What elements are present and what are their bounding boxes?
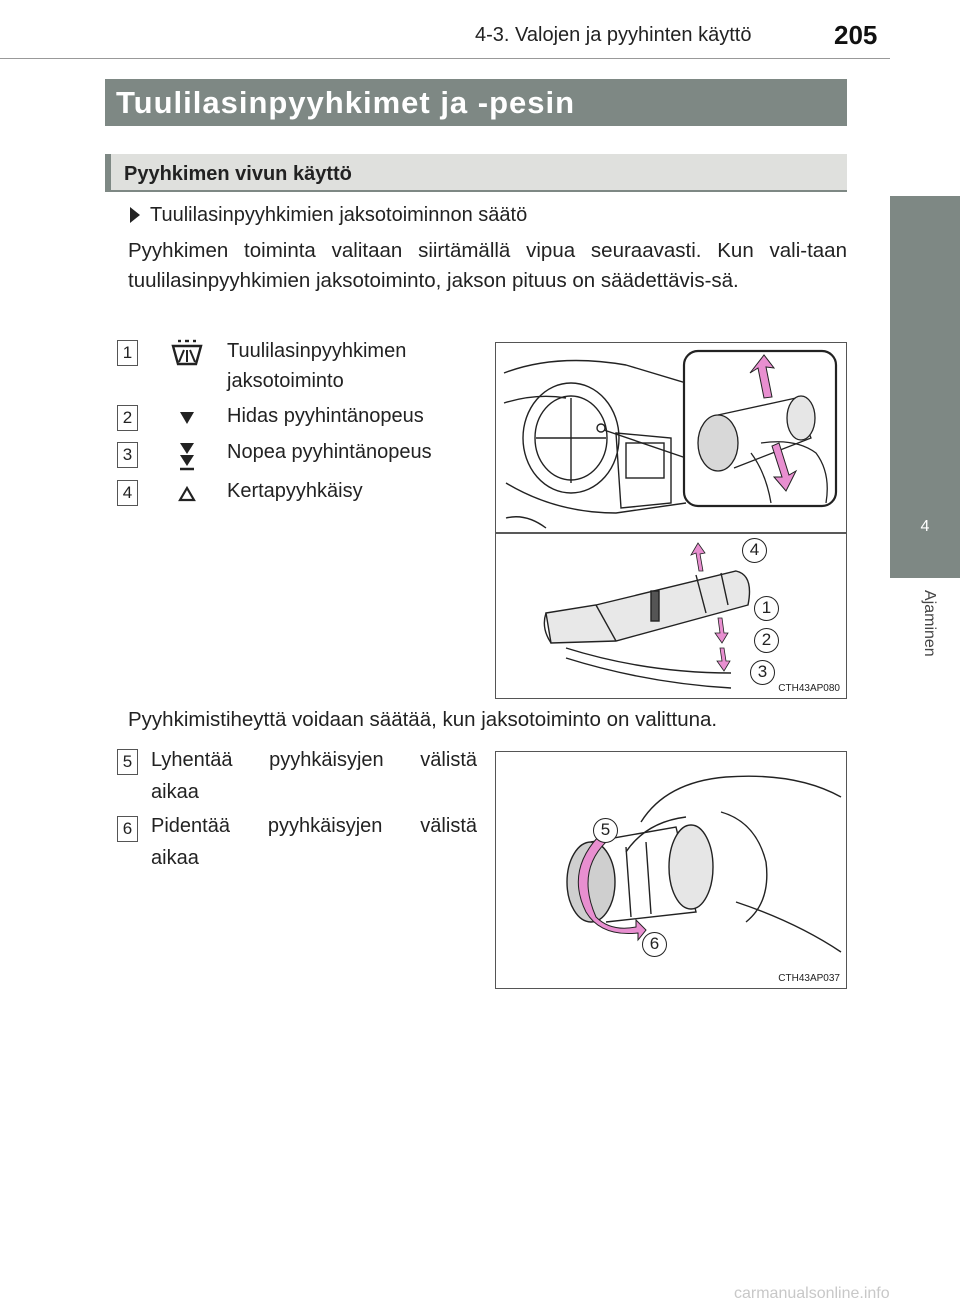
callout-label: 5	[593, 818, 618, 843]
intro-paragraph: Pyyhkimen toiminta valitaan siirtämällä vipua seuraavasti. Kun vali-taan tuulilasinpyyhkimien jaksotoiminto, jakson pituus on säädettävis-sä.	[128, 239, 847, 292]
mode-number: 4	[117, 480, 138, 506]
wiper-lever-illustration	[496, 343, 847, 699]
adjust-description: Pidentää pyyhkäisyjen välistä aikaa	[151, 815, 477, 869]
mode-number: 3	[117, 442, 138, 468]
wiper-dial-figure	[495, 751, 847, 989]
triangle-bullet-icon	[130, 207, 140, 223]
watermark: carmanualsonline.info	[734, 1285, 890, 1302]
bullet-heading	[130, 204, 527, 227]
high-speed-icon	[170, 440, 204, 472]
figure-code: CTH43AP080	[778, 683, 840, 694]
bullet-text: Tuulilasinpyyhkimien jaksotoiminnon säätö	[150, 204, 528, 226]
intermittent-wiper-icon	[170, 338, 204, 370]
section-title: Pyyhkimen vivun käyttö	[124, 163, 352, 185]
callout-label: 2	[754, 628, 779, 653]
adjust-number: 6	[117, 816, 138, 842]
single-wipe-icon	[170, 478, 204, 510]
callout-label: 6	[642, 932, 667, 957]
adjust-description: Lyhentää pyyhkäisyjen välistä aikaa	[151, 749, 477, 803]
mode-label: Tuulilasinpyyhkimen jaksotoiminto	[227, 340, 407, 392]
chapter-number: 4	[920, 518, 930, 535]
figure-code: CTH43AP037	[778, 973, 840, 984]
page-number: 205	[834, 20, 878, 50]
low-speed-icon	[170, 404, 204, 436]
callout-label: 3	[750, 660, 775, 685]
callout-label: 1	[754, 596, 779, 621]
frequency-paragraph: Pyyhkimistiheyttä voidaan säätää, kun jaksotoiminto on valittuna.	[128, 708, 718, 731]
adjust-number: 5	[117, 749, 138, 775]
mode-label: Nopea pyyhintänopeus	[227, 441, 432, 463]
mode-number: 2	[117, 405, 138, 431]
chapter-label: Ajaminen	[921, 590, 938, 657]
callout-label: 4	[742, 538, 767, 563]
wiper-dial-illustration	[496, 752, 847, 989]
header-divider	[0, 58, 890, 59]
wiper-lever-figure	[495, 342, 847, 699]
mode-number: 1	[117, 340, 138, 366]
mode-label: Kertapyyhkäisy	[227, 480, 363, 502]
mode-label: Hidas pyyhintänopeus	[227, 405, 424, 427]
breadcrumb: 4-3. Valojen ja pyyhinten käyttö	[475, 24, 752, 46]
page-title: Tuulilasinpyyhkimet ja -pesin	[116, 85, 576, 120]
